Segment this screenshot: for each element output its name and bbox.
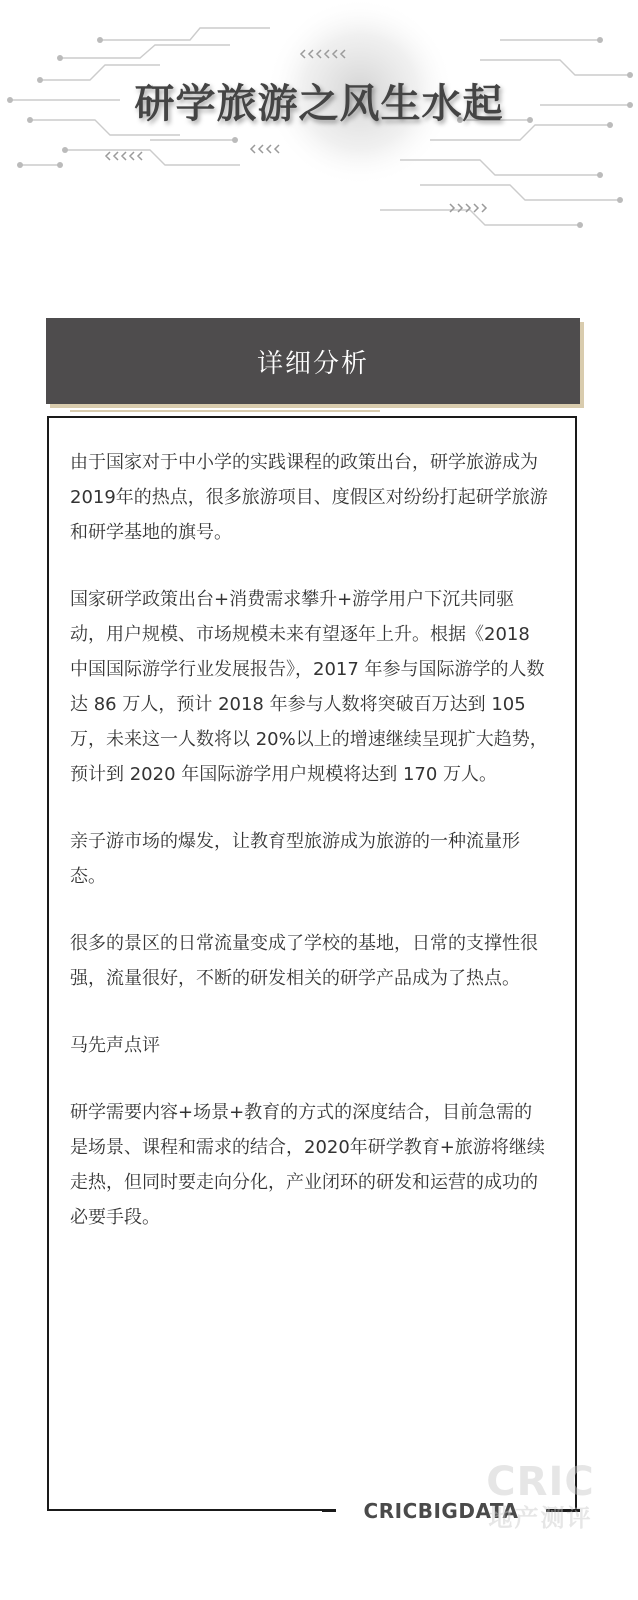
page-title: 研学旅游之风生水起 bbox=[134, 80, 504, 127]
watermark-line2: 地产测评 bbox=[488, 1504, 593, 1532]
section-heading-banner bbox=[46, 318, 580, 404]
section-heading: 详细分析 bbox=[256, 348, 369, 379]
banner-underline bbox=[70, 410, 380, 412]
paragraph-market-stats: 国家研学政策出台+消费需求攀升+游学用户下沉共同驱动，用户规模、市场规模未来有望逐年上升。根据《2018 中国国际游学行业发展报告》，2017 年参与国际游学的人数达 86 万人，预计 2018 年参与人数将突破百万达到 105 万，未来这一人数将以 20%以上的增速继续呈现扩大趋势，预计到 2020 年国际游学用户规模将达到 170 万人。 bbox=[70, 589, 548, 785]
footer-brand: CRICBIGDATA bbox=[336, 1494, 546, 1528]
paragraph-family-travel: 亲子游市场的爆发，让教育型旅游成为旅游的一种流量形态。 bbox=[70, 831, 520, 887]
watermark-line1: CRIC bbox=[486, 1459, 595, 1505]
paragraph-commentary: 研学需要内容+场景+教育的方式的深度结合，目前急需的是场景、课程和需求的结合，2020年研学教育+旅游将继续走热，但同时要走向分化，产业闭环的研发和运营的成功的必要手段。 bbox=[70, 1102, 545, 1228]
article-body bbox=[70, 445, 550, 1267]
paragraph-scenic-areas: 很多的景区的日常流量变成了学校的基地，日常的支撑性很强，流量很好，不断的研发相关的研学产品成为了热点。 bbox=[70, 933, 538, 989]
paragraph-policy: 由于国家对于中小学的实践课程的政策出台，研学旅游成为2019年的热点，很多旅游项目、度假区对纷纷打起研学旅游和研学基地的旗号。 bbox=[70, 452, 548, 543]
header-banner bbox=[0, 0, 638, 250]
watermark bbox=[478, 1460, 603, 1532]
commentary-heading: 马先声点评 bbox=[70, 1035, 160, 1056]
